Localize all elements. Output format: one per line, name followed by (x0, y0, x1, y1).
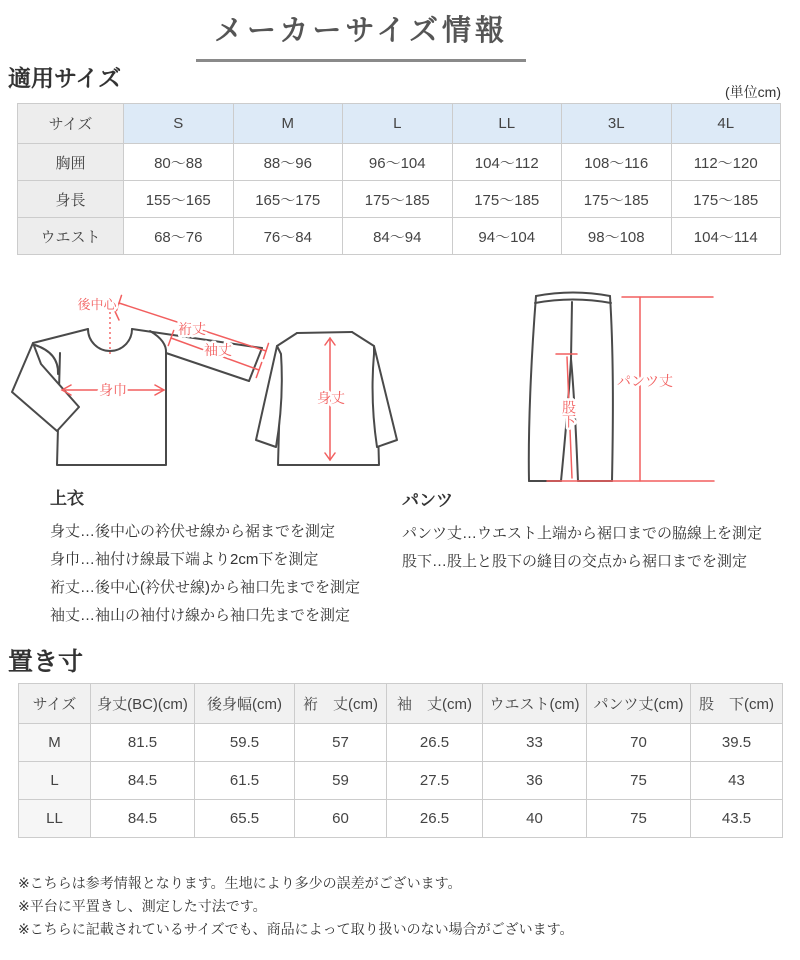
table-cell: 80～88 (124, 144, 234, 181)
table-row (19, 800, 783, 838)
row-header: LL (19, 800, 91, 838)
title-wrap (0, 8, 722, 62)
text-line: 身丈…後中心の衿伏せ線から裾までを測定 (50, 523, 336, 540)
table-cell: 75 (587, 762, 691, 800)
table-cell: 59 (295, 762, 387, 800)
front-right-cuff (249, 348, 262, 381)
table-row (18, 218, 781, 255)
applicable-size-table (17, 103, 781, 255)
tops-definitions-section (50, 484, 395, 630)
column-header: S (124, 104, 234, 144)
row-header: M (19, 724, 91, 762)
text-line: ※平台に平置きし、測定した寸法です。 (18, 898, 267, 914)
pants-diagram (529, 293, 714, 482)
table-cell: 27.5 (387, 762, 483, 800)
table-cell: 175～185 (343, 181, 453, 218)
table-cell: 60 (295, 800, 387, 838)
table-row (18, 181, 781, 218)
table-row (18, 144, 781, 181)
tops-front-diagram (12, 295, 269, 465)
table-cell: 65.5 (195, 800, 295, 838)
pants-waistband (535, 300, 611, 304)
table-cell: 61.5 (195, 762, 295, 800)
pants-heading: パンツ (402, 491, 453, 510)
pants-definitions-section (402, 486, 797, 576)
table-cell: 57 (295, 724, 387, 762)
column-header: M (233, 104, 343, 144)
text-line: ※こちらは参考情報となります。生地により多少の誤差がございます。 (18, 875, 462, 891)
flat-measure-heading: 置き寸 (8, 648, 84, 676)
table-cell: 98～108 (562, 218, 672, 255)
table-cell: 84.5 (91, 762, 195, 800)
table-cell: 108～116 (562, 144, 672, 181)
footer-notes (18, 872, 574, 941)
table-cell: 96～104 (343, 144, 453, 181)
column-header: 3L (562, 104, 672, 144)
column-header: サイズ (18, 104, 124, 144)
table-cell: 26.5 (387, 724, 483, 762)
table-cell: 40 (483, 800, 587, 838)
table-cell: 112～120 (671, 144, 781, 181)
table-cell: 165～175 (233, 181, 343, 218)
column-header: L (343, 104, 453, 144)
text-line: 股下…股上と股下の縫目の交点から裾口までを測定 (402, 553, 748, 570)
table-cell: 70 (587, 724, 691, 762)
back-body-outline (278, 356, 379, 465)
row-header: ウエスト (18, 218, 124, 255)
text-line: 身巾…袖付け線最下端より2cm下を測定 (50, 551, 319, 568)
sleeve-length-label: 袖丈 (204, 342, 232, 358)
column-header: 股 下(cm) (691, 684, 783, 724)
column-header: 後身幅(cm) (195, 684, 295, 724)
table-cell: 75 (587, 800, 691, 838)
tops-heading: 上衣 (50, 489, 84, 508)
front-left-sleeve (12, 343, 79, 431)
page-title: メーカーサイズ情報 (196, 8, 526, 62)
table-cell: 155～165 (124, 181, 234, 218)
table-cell: 81.5 (91, 724, 195, 762)
back-center-label: 後中心 (77, 297, 117, 312)
table-row (19, 724, 783, 762)
column-header: 袖 丈(cm) (387, 684, 483, 724)
measurement-diagram (0, 278, 800, 490)
column-header: 4L (671, 104, 781, 144)
table-cell: 175～185 (562, 181, 672, 218)
table-cell: 68～76 (124, 218, 234, 255)
flat-measure-table (18, 683, 783, 838)
table-cell: 26.5 (387, 800, 483, 838)
table-cell: 175～185 (452, 181, 562, 218)
row-header: 身長 (18, 181, 124, 218)
body-width-label: 身巾 (99, 382, 127, 398)
table-cell: 43 (691, 762, 783, 800)
table-cell: 104～114 (671, 218, 781, 255)
text-line: 裄丈…後中心(衿伏せ線)から袖口先までを測定 (50, 579, 360, 596)
table-cell: 88～96 (233, 144, 343, 181)
header-row (18, 104, 781, 144)
column-header: LL (452, 104, 562, 144)
table-cell: 104～112 (452, 144, 562, 181)
pants-center-seam (571, 302, 572, 359)
back-left-sleeve (256, 346, 282, 447)
back-right-sleeve (373, 346, 397, 447)
column-header: パンツ丈(cm) (587, 684, 691, 724)
table-cell: 39.5 (691, 724, 783, 762)
table-cell: 59.5 (195, 724, 295, 762)
header-row (19, 684, 783, 724)
text-line: ※こちらに記載されているサイズでも、商品によって取り扱いのない場合がございます。 (18, 921, 574, 937)
row-header: L (19, 762, 91, 800)
table-cell: 175～185 (671, 181, 781, 218)
column-header: 裄 丈(cm) (295, 684, 387, 724)
pants-right-outer (610, 296, 613, 481)
pants-left-outer (529, 296, 536, 481)
table-cell: 76～84 (233, 218, 343, 255)
text-line: 袖丈…袖山の袖付け線から袖口先までを測定 (50, 607, 351, 624)
tops-back-diagram (256, 332, 397, 465)
pants-length-label: パンツ丈 (617, 373, 673, 389)
text-line: パンツ丈…ウエスト上端から裾口までの脇線上を測定 (402, 525, 763, 542)
table-cell: 94～104 (452, 218, 562, 255)
front-left-shoulder (33, 329, 88, 343)
tops-definition-lines (50, 518, 395, 630)
column-header: サイズ (19, 684, 91, 724)
row-header: 胸囲 (18, 144, 124, 181)
table-row (19, 762, 783, 800)
yuki-length-label: 裄丈 (178, 321, 206, 337)
applicable-size-heading: 適用サイズ (8, 65, 122, 91)
column-header: 身丈(BC)(cm) (91, 684, 195, 724)
unit-note: (単位cm) (725, 84, 781, 100)
column-header: ウエスト(cm) (483, 684, 587, 724)
back-top-edge (297, 332, 352, 333)
table-cell: 84～94 (343, 218, 453, 255)
table-cell: 36 (483, 762, 587, 800)
pants-waist-top (536, 293, 610, 297)
body-length-label: 身丈 (317, 390, 345, 406)
table-cell: 33 (483, 724, 587, 762)
table-cell: 84.5 (91, 800, 195, 838)
table-cell: 43.5 (691, 800, 783, 838)
inseam-label: 股下 (561, 400, 577, 428)
pants-definition-lines (402, 520, 797, 576)
